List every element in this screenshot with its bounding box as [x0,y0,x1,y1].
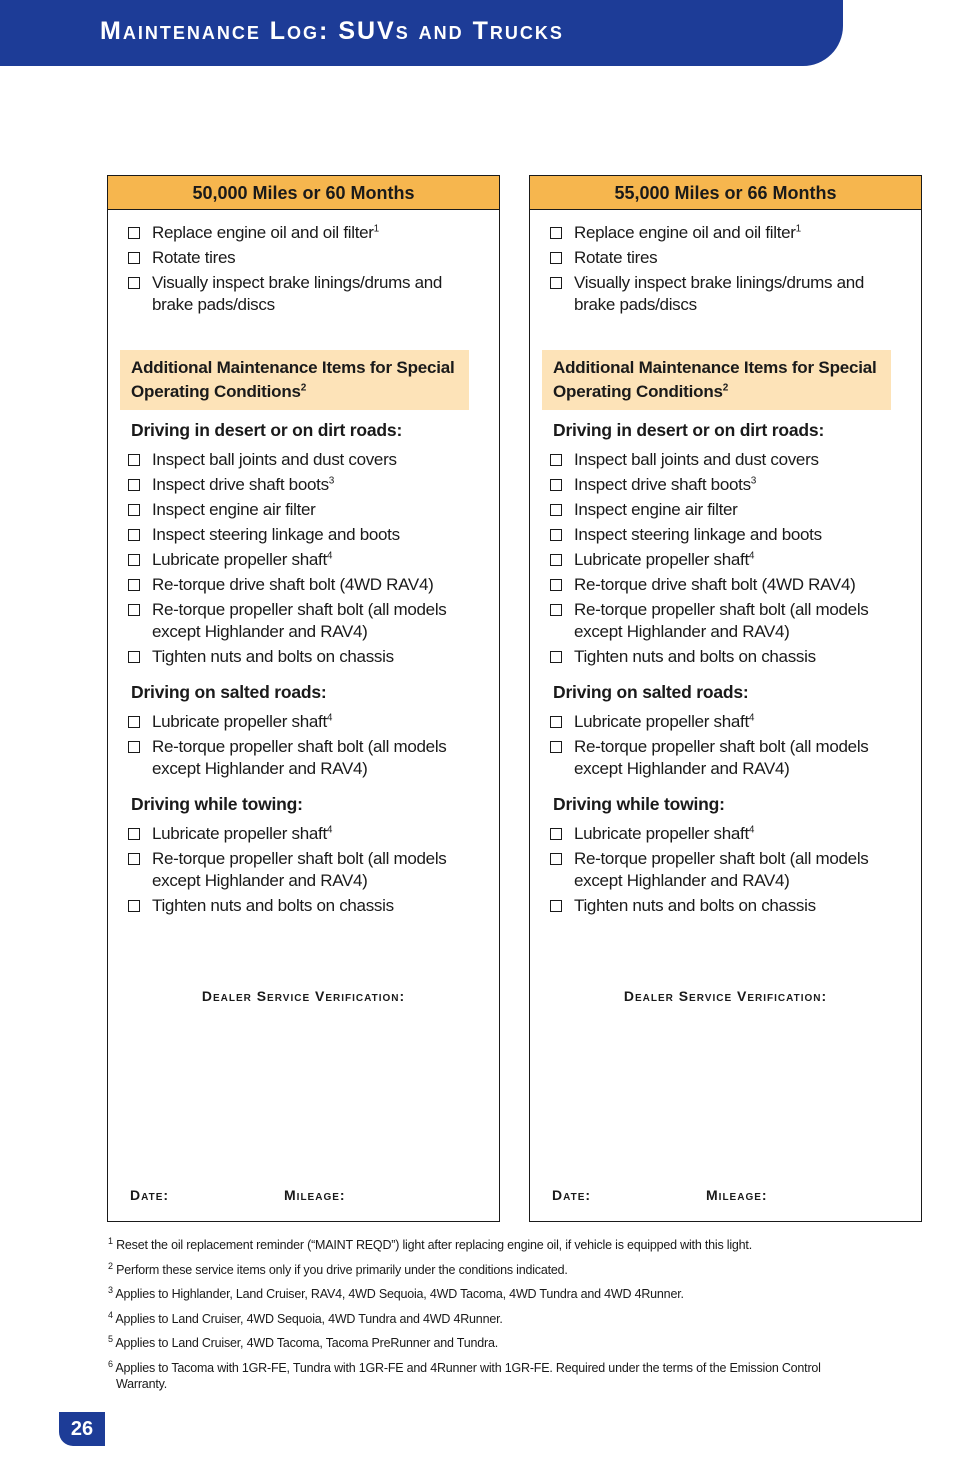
footnote-ref: 1 [795,223,801,235]
checkbox[interactable] [128,504,140,516]
special-conditions-title [542,350,891,410]
checklist-item-label: Re-torque propeller shaft bolt (all models except Highlander and RAV4) [574,737,869,778]
mileage-label: Mileage: [706,1187,768,1203]
checklist-item [550,574,907,596]
condition-heading: Driving while towing: [131,794,303,814]
checklist-item [550,823,907,845]
checklist-item [128,736,485,780]
checklist-item [128,272,485,316]
mileage-label: Mileage: [284,1187,346,1203]
condition-task-list [530,449,921,668]
checklist-item-label: Tighten nuts and bolts on chassis [574,896,816,915]
footnote [108,1311,868,1327]
footnote-ref: 2 [722,382,729,394]
checklist-item [550,499,907,521]
checklist-item [128,711,485,733]
main-task-list [108,222,499,316]
checkbox[interactable] [550,604,562,616]
checklist-item [128,222,485,244]
checkbox[interactable] [550,454,562,466]
condition-heading: Driving in desert or on dirt roads: [131,420,403,440]
checkbox[interactable] [128,900,140,912]
checkbox[interactable] [128,651,140,663]
checklist-item-label: Inspect ball joints and dust covers [574,450,819,469]
footnote-text: Applies to Land Cruiser, 4WD Tacoma, Tacoma PreRunner and Tundra. [115,1336,498,1350]
checkbox[interactable] [128,277,140,289]
checkbox[interactable] [550,504,562,516]
checklist-item [128,823,485,845]
checklist-item-label: Rotate tires [574,248,658,267]
footnote [108,1286,868,1302]
checkbox[interactable] [128,604,140,616]
condition-task-list [108,449,499,668]
checkbox[interactable] [128,479,140,491]
checkbox[interactable] [550,853,562,865]
footnote-ref: 4 [326,824,333,836]
checklist-item-label: Re-torque propeller shaft bolt (all models except Highlander and RAV4) [574,849,869,890]
checklist-item-label: Visually inspect brake linings/drums and brake pads/discs [152,273,443,314]
checkbox[interactable] [128,828,140,840]
footnote-number: 4 [108,1309,113,1320]
checkbox[interactable] [550,479,562,491]
footnote-number: 2 [108,1260,113,1271]
checkbox[interactable] [550,651,562,663]
checkbox[interactable] [128,454,140,466]
service-panel-55000 [529,175,922,1222]
checkbox[interactable] [128,853,140,865]
checkbox[interactable] [128,529,140,541]
page-number: 26 [59,1412,105,1446]
condition-task-list [530,711,921,780]
condition-heading: Driving on salted roads: [553,682,749,702]
checklist-item [128,599,485,643]
checklist-item [128,549,485,571]
footnote-ref: 2 [300,382,307,394]
checklist-item [128,524,485,546]
checklist-item-label: Lubricate propeller shaft [574,824,749,843]
footnote [108,1262,868,1278]
checkbox[interactable] [550,828,562,840]
footnote-ref: 1 [373,223,379,235]
footnote-ref: 3 [328,475,335,487]
checklist-item-label: Lubricate propeller shaft [574,550,749,569]
checkbox[interactable] [128,554,140,566]
panel-title: 50,000 Miles or 60 Months [108,176,499,210]
checklist-item-label: Inspect drive shaft boots [152,475,329,494]
checklist-item [128,247,485,269]
checkbox[interactable] [550,579,562,591]
special-conditions-label: Additional Maintenance Items for Special Operating Conditions [553,358,877,401]
checklist-item [550,247,907,269]
checklist-item-label: Lubricate propeller shaft [152,550,327,569]
checklist-item [128,895,485,917]
checklist-item [550,646,907,668]
condition-heading: Driving on salted roads: [131,682,327,702]
checklist-item-label: Inspect drive shaft boots [574,475,751,494]
dealer-verification-label: Dealer Service Verification: [623,988,828,1004]
footnote-ref: 4 [326,712,333,724]
service-panel-50000 [107,175,500,1222]
date-label: Date: [552,1187,592,1203]
footnote-text: Reset the oil replacement reminder (“MAINT REQD”) light after replacing engine oil, if vehicle is equipped with this light. [116,1238,752,1252]
checkbox[interactable] [550,554,562,566]
checklist-item-label: Re-torque propeller shaft bolt (all models except Highlander and RAV4) [574,600,869,641]
checklist-item-label: Rotate tires [152,248,236,267]
condition-task-list [108,711,499,780]
page-title: Maintenance Log: SUVs and Trucks [100,17,564,45]
checklist-item [128,449,485,471]
checklist-item-label: Replace engine oil and oil filter [152,223,374,242]
checkbox[interactable] [128,716,140,728]
footnote-number: 3 [108,1284,113,1295]
footnote-ref: 4 [748,824,755,836]
date-label: Date: [130,1187,170,1203]
checkbox[interactable] [550,741,562,753]
checklist-item [550,711,907,733]
footnote-ref: 4 [748,550,755,562]
checkbox[interactable] [550,529,562,541]
footnote-text: Applies to Highlander, Land Cruiser, RAV4, 4WD Sequoia, 4WD Tacoma, 4WD Tundra and 4WD 4Runner. [115,1287,684,1301]
checkbox[interactable] [128,741,140,753]
checkbox[interactable] [128,579,140,591]
checkbox[interactable] [550,900,562,912]
checklist-item-label: Inspect engine air filter [152,500,316,519]
footnote-ref: 4 [748,712,755,724]
checkbox[interactable] [128,227,140,239]
special-conditions-label: Additional Maintenance Items for Special Operating Conditions [131,358,455,401]
checklist-item [550,222,907,244]
checklist-item [128,646,485,668]
checklist-item-label: Visually inspect brake linings/drums and brake pads/discs [574,273,865,314]
condition-task-list [530,823,921,917]
checklist-item-label: Re-torque drive shaft bolt (4WD RAV4) [152,575,434,594]
checklist-item [550,524,907,546]
checkbox[interactable] [550,277,562,289]
checkbox[interactable] [550,252,562,264]
checklist-item [128,499,485,521]
checklist-item-label: Inspect ball joints and dust covers [152,450,397,469]
checklist-item [550,599,907,643]
checklist-item-label: Tighten nuts and bolts on chassis [152,896,394,915]
checklist-item-label: Re-torque propeller shaft bolt (all models except Highlander and RAV4) [152,737,447,778]
footnote-number: 5 [108,1333,113,1344]
condition-heading: Driving in desert or on dirt roads: [553,420,825,440]
footnote-text: Applies to Land Cruiser, 4WD Sequoia, 4WD Tundra and 4WD 4Runner. [115,1311,503,1326]
checklist-item [128,848,485,892]
checklist-item-label: Inspect steering linkage and boots [152,525,400,544]
checklist-item [550,549,907,571]
panel-title: 55,000 Miles or 66 Months [530,176,921,210]
footnotes [108,1237,868,1400]
footnote [108,1237,868,1253]
checkbox[interactable] [550,716,562,728]
checklist-item-label: Tighten nuts and bolts on chassis [152,647,394,666]
footnote [108,1335,868,1351]
special-conditions-title [120,350,469,410]
footnote-ref: 4 [326,550,333,562]
checklist-item-label: Tighten nuts and bolts on chassis [574,647,816,666]
header-bar [0,0,843,66]
checklist-item-label: Inspect steering linkage and boots [574,525,822,544]
checklist-item [550,474,907,496]
checklist-item [550,895,907,917]
checklist-item-label: Re-torque drive shaft bolt (4WD RAV4) [574,575,856,594]
footnote [108,1360,868,1392]
checklist-item [128,474,485,496]
checklist-item [550,272,907,316]
condition-task-list [108,823,499,917]
checklist-item-label: Inspect engine air filter [574,500,738,519]
checklist-item [550,736,907,780]
footnote-text: Perform these service items only if you drive primarily under the conditions indicated. [116,1262,568,1277]
checklist-item [128,574,485,596]
footnote-number: 1 [108,1235,113,1246]
checkbox[interactable] [550,227,562,239]
checklist-item [550,848,907,892]
checklist-item-label: Lubricate propeller shaft [574,712,749,731]
checklist-item [550,449,907,471]
footnote-text: Applies to Tacoma with 1GR-FE, Tundra with 1GR-FE and 4Runner with 1GR-FE. Required under the terms of the Emission Control Warranty. [115,1360,821,1391]
checklist-item-label: Re-torque propeller shaft bolt (all models except Highlander and RAV4) [152,849,447,890]
checklist-item-label: Re-torque propeller shaft bolt (all models except Highlander and RAV4) [152,600,447,641]
dealer-verification-label: Dealer Service Verification: [201,988,406,1004]
checklist-item-label: Lubricate propeller shaft [152,712,327,731]
footnote-ref: 3 [750,475,757,487]
condition-heading: Driving while towing: [553,794,725,814]
footnote-number: 6 [108,1358,113,1369]
checklist-item-label: Lubricate propeller shaft [152,824,327,843]
checklist-item-label: Replace engine oil and oil filter [574,223,796,242]
checkbox[interactable] [128,252,140,264]
main-task-list [530,222,921,316]
